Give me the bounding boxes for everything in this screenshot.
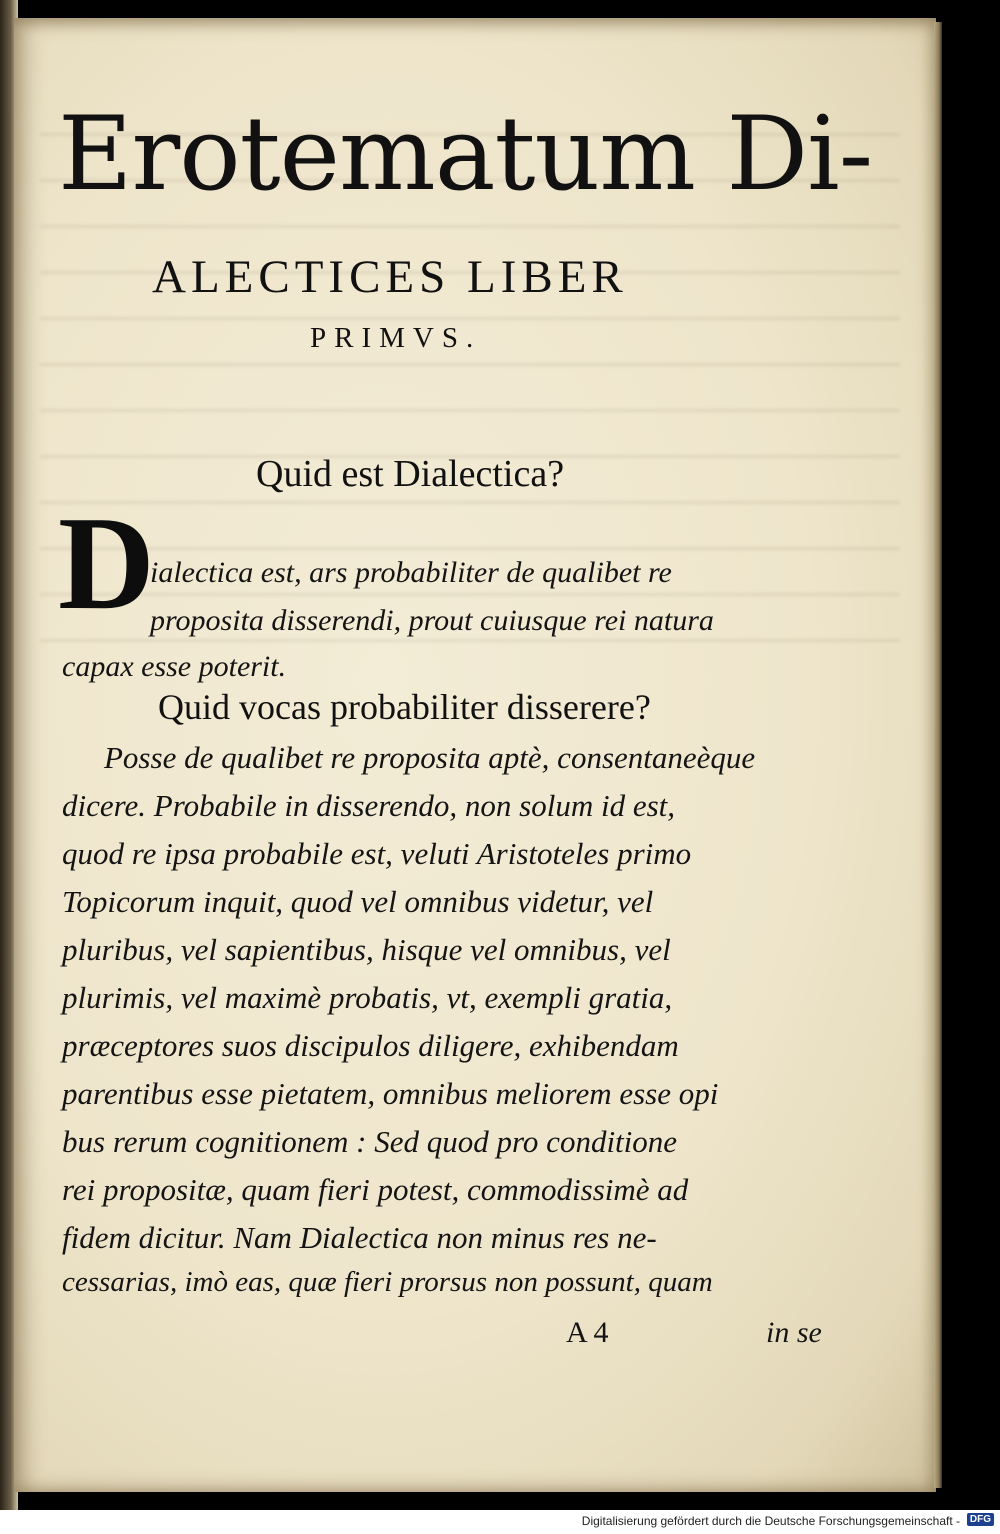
footer-credit: Digitalisierung gefördert durch die Deutsche Forschungsgemeinschaft - <box>581 1514 960 1528</box>
text-line: plurimis, vel maximè probatis, vt, exempli gratia, <box>62 980 673 1015</box>
text-line: dicere. Probabile in disserendo, non solum id est, <box>62 788 676 823</box>
text-line: fidem dicitur. Nam Dialectica non minus res ne- <box>62 1220 657 1255</box>
catchword: in se <box>766 1316 822 1349</box>
section-heading-1: Quid est Dialectica? <box>256 453 565 495</box>
text-line: præceptores suos discipulos diligere, exhibendam <box>62 1028 679 1063</box>
title-line-2: ALECTICES LIBER <box>152 251 628 303</box>
page-edge <box>934 22 942 1488</box>
text-line: ialectica est, ars probabiliter de qualibet re <box>150 556 672 589</box>
text-line: capax esse poterit. <box>62 650 287 683</box>
dfg-logo: DFG <box>967 1513 994 1526</box>
drop-cap-initial: D <box>58 489 155 637</box>
title-line-1: Erotematum Di- <box>58 95 873 214</box>
text-line: bus rerum cognitionem : Sed quod pro conditione <box>62 1124 678 1159</box>
text-line: rei propositæ, quam fieri potest, commodissimè ad <box>62 1172 689 1207</box>
section-heading-2: Quid vocas probabiliter disserere? <box>158 687 651 727</box>
text-line: pluribus, vel sapientibus, hisque vel omnibus, vel <box>62 932 671 967</box>
text-line: parentibus esse pietatem, omnibus meliorem esse opi <box>62 1076 719 1111</box>
text-line: Topicorum inquit, quod vel omnibus videtur, vel <box>62 884 654 919</box>
signature-mark: A 4 <box>566 1316 609 1349</box>
text-line: Posse de qualibet re proposita aptè, consentaneèque <box>104 740 756 775</box>
text-line: cessarias, imò eas, quæ fieri prorsus non possunt, quam <box>62 1266 713 1298</box>
text-line: proposita disserendi, prout cuiusque rei natura <box>150 604 714 637</box>
text-line: quod re ipsa probabile est, veluti Aristoteles primo <box>62 836 692 871</box>
title-line-3: PRIMVS. <box>310 322 482 354</box>
